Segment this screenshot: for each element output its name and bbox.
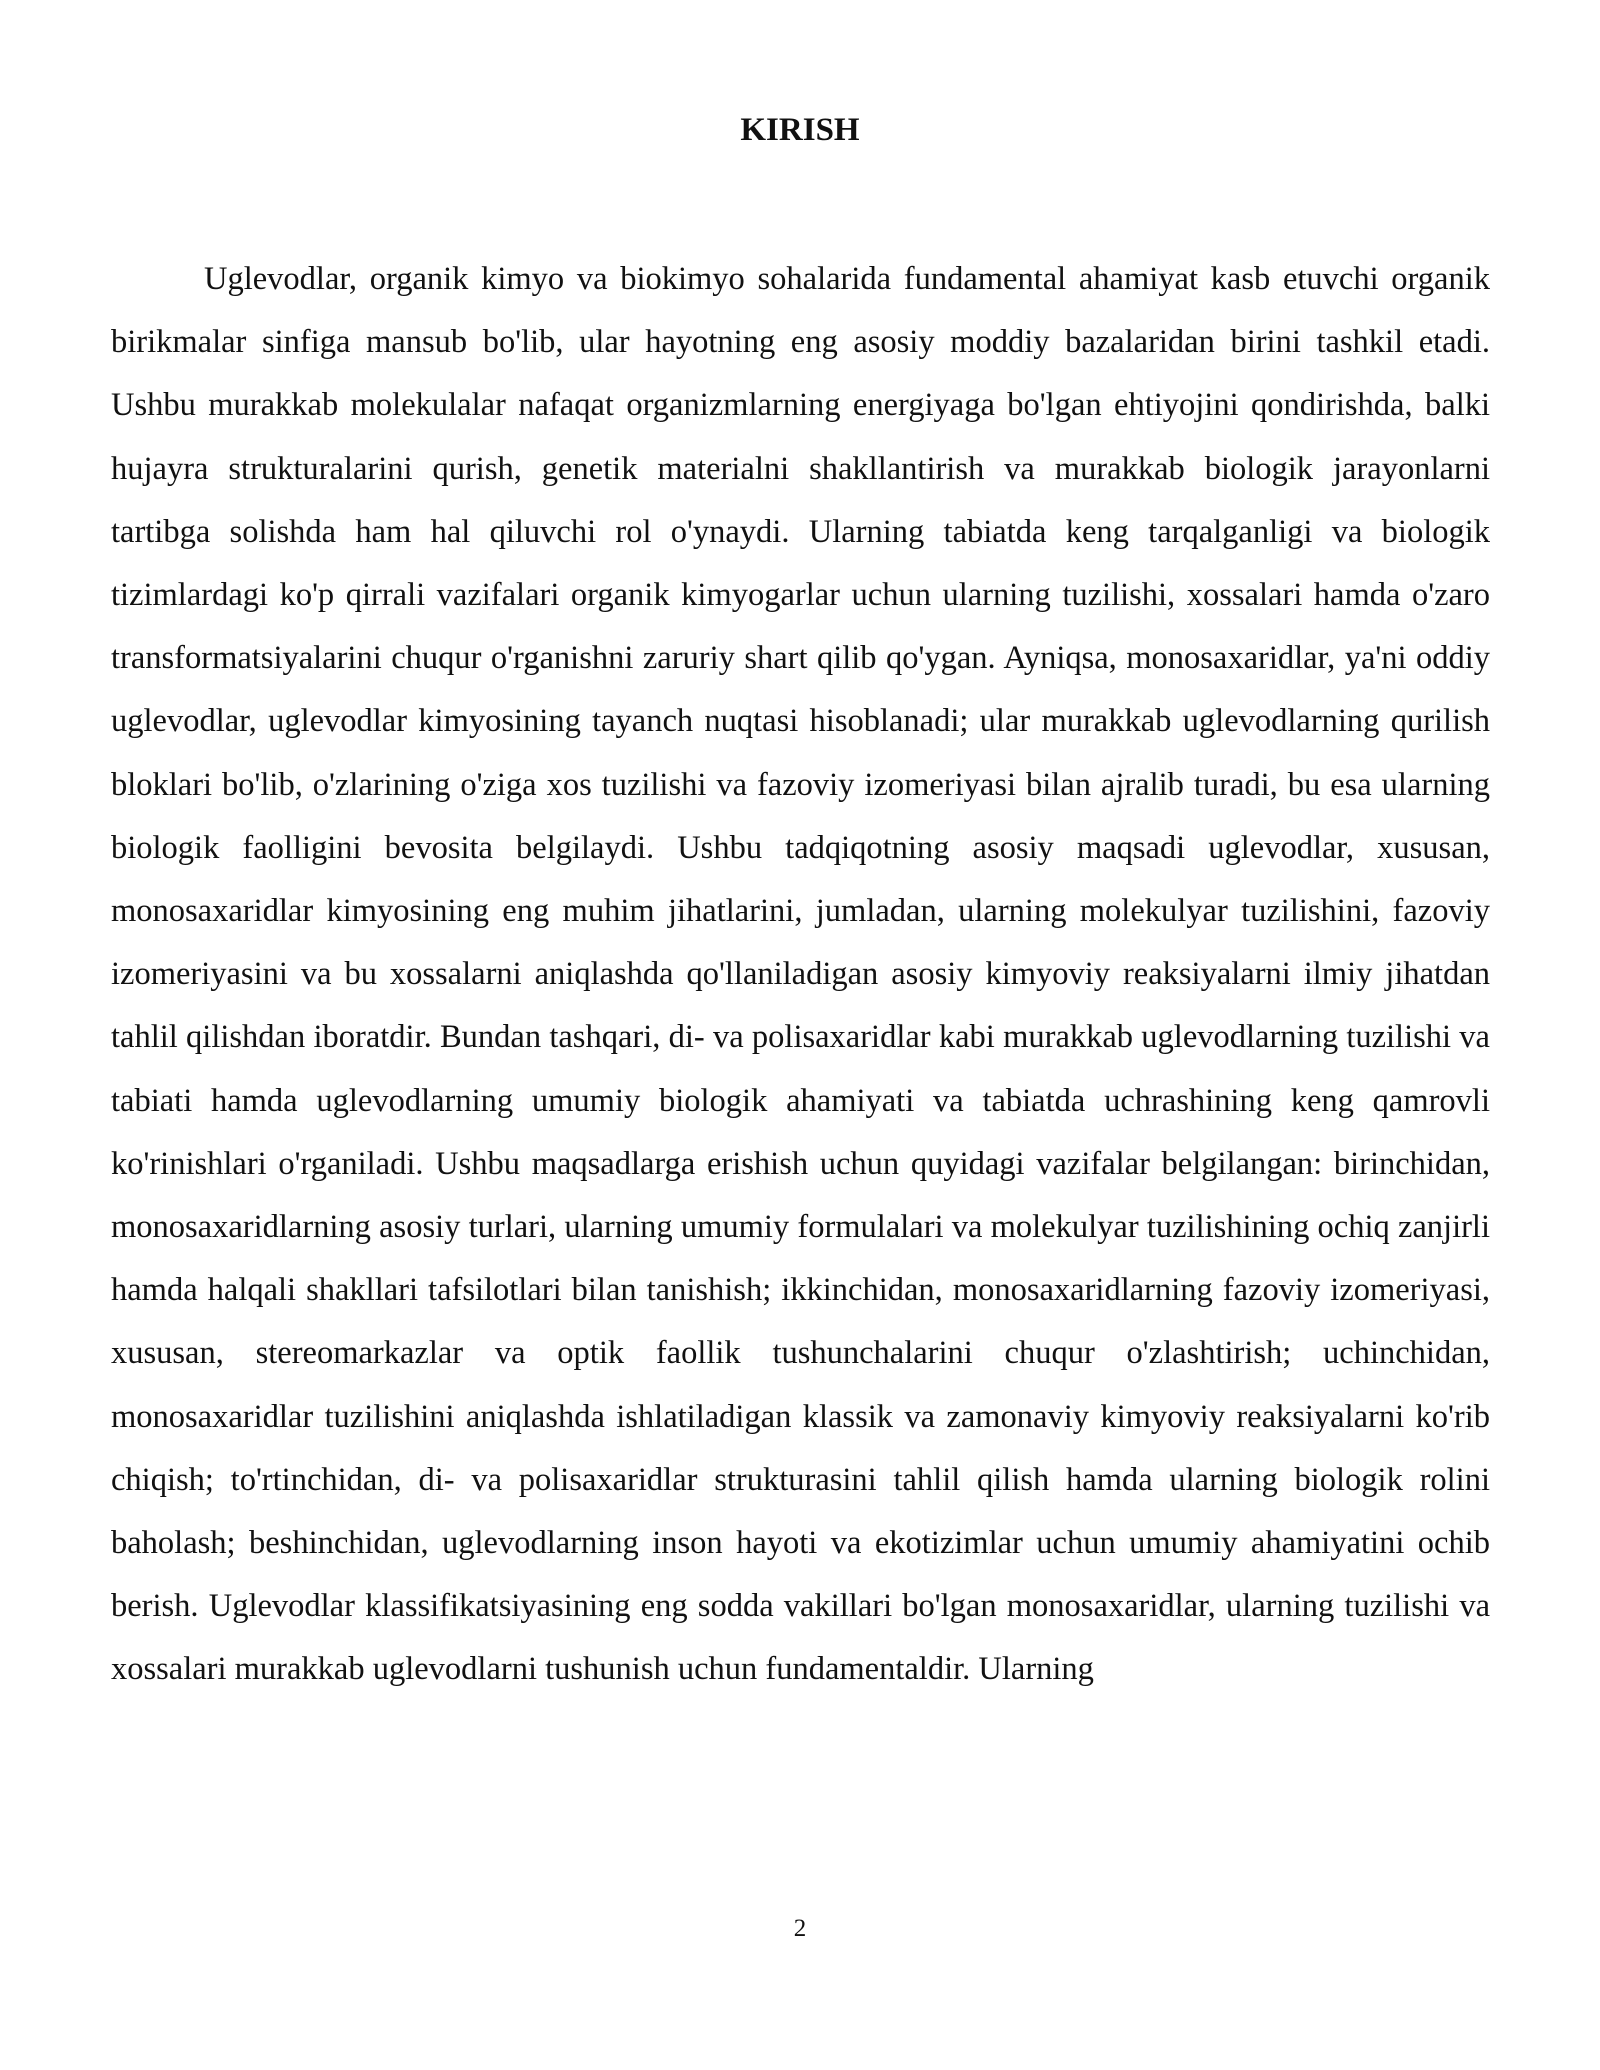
body-paragraph: Uglevodlar, organik kimyo va biokimyo sohalarida fundamental ahamiyat kasb etuvchi organik birikmalar sinfiga mansub bo'lib, ular hayotning eng asosiy moddiy bazalaridan birini tashkil etadi. Ushbu murakkab molekulalar nafaqat organizmlarning energiyaga bo'lgan ehtiyojini qondirishda, balki hujayra strukturalarini qurish, genetik materialni shakllantirish va murakkab biologik jarayonlarni tartibga solishda ham hal qiluvchi rol o'ynaydi. Ularning tabiatda keng tarqalganligi va biologik tizimlardagi ko'p qirrali vazifalari organik kimyogarlar uchun ularning tuzilishi, xossalari hamda o'zaro transformatsiyalarini chuqur o'rganishni zaruriy shart qilib qo'ygan. Ayniqsa, monosaxaridlar, ya'ni oddiy uglevodlar, uglevodlar kimyosining tayanch nuqtasi hisoblanadi; ular murakkab uglevodlarning qurilish bloklari bo'lib, o'zlarining o'ziga xos tuzilishi va fazoviy izomeriyasi bilan ajralib turadi, bu esa ularning biologik faolligini bevosita belgilaydi. Ushbu tadqiqotning asosiy maqsadi uglevodlar, xususan, monosaxaridlar kimyosining eng muhim jihatlarini, jumladan, ularning molekulyar tuzilishini, fazoviy izomeriyasini va bu xossalarni aniqlashda qo'llaniladigan asosiy kimyoviy reaksiyalarni ilmiy jihatdan tahlil qilishdan iboratdir. Bundan tashqari, di- va polisaxaridlar kabi murakkab uglevodlarning tuzilishi va tabiati hamda uglevodlarning umumiy biologik ahamiyati va tabiatda uchrashining keng qamrovli ko'rinishlari o'rganiladi. Ushbu maqsadlarga erishish uchun quyidagi vazifalar belgilangan: birinchidan, monosaxaridlarning asosiy turlari, ularning umumiy formulalari va molekulyar tuzilishining ochiq zanjirli hamda halqali shakllari tafsilotlari bilan tanishish; ikkinchidan, monosaxaridlarning fazoviy izomeriyasi, xususan, stereomarkazlar va optik faollik tushunchalarini chuqur o'zlashtirish; uchinchidan, monosaxaridlar tuzilishini aniqlashda ishlatiladigan klassik va zamonaviy kimyoviy reaksiyalarni ko'rib chiqish; to'rtinchidan, di- va polisaxaridlar strukturasini tahlil qilish hamda ularning biologik rolini baholash; beshinchidan, uglevodlarning inson hayoti va ekotizimlar uchun umumiy ahamiyatini ochib berish. Uglevodlar klassifikatsiyasining eng sodda vakillari bo'lgan monosaxaridlar, ularning tuzilishi va xossalari murakkab uglevodlarni tushunish uchun fundamentaldir. Ularning [111, 261, 1490, 1688]
section-heading: KIRISH [740, 112, 860, 148]
page-number: 2 [793, 1915, 807, 1942]
